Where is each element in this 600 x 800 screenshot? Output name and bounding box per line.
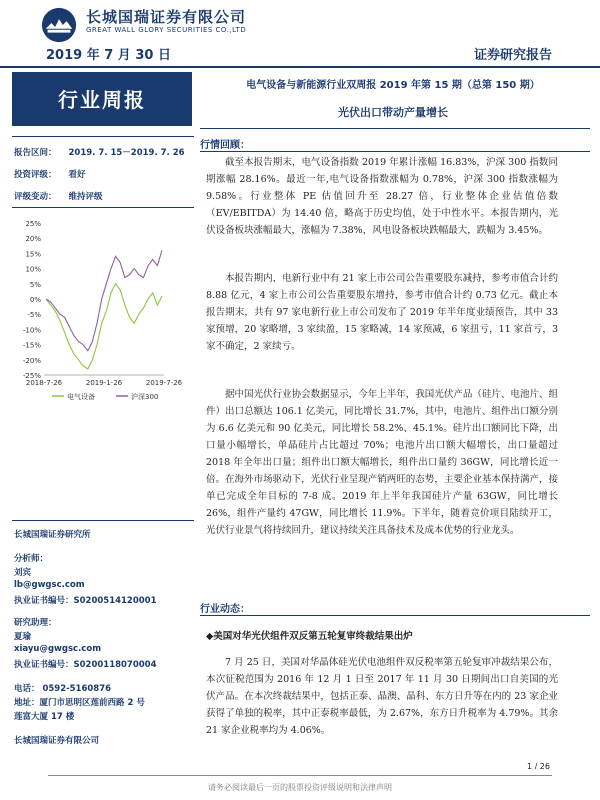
footer-divider <box>48 775 552 776</box>
rating-value: 看好 <box>68 170 86 180</box>
series-line-1 <box>46 284 162 369</box>
analyst-email: lb@gwgsc.com <box>14 580 85 590</box>
y-tick-label: 5% <box>29 280 41 289</box>
paragraph-market-review: 截至本报告期末，电气设备指数 2019 年累计涨幅 16.83%，沪深 300 指数同期涨幅 28.16%。最近一年,电气设备指数涨幅为 0.78%，沪深 300 指数涨幅为 9.58%。行业整体 PE 估值回升至 28.27 倍，行业整体企业估值倍数（EV/EBITDA）为 14.40 倍，略高于历史均值，处于中性水平。本报告期内，光伏设备板块涨幅最大，涨幅为 7.38%，风电设备板块跌幅最大，跌幅为 3.45%。 <box>206 157 558 236</box>
series-line-2 <box>46 250 162 350</box>
company-name-bottom: 长城国瑞证券有限公司 <box>14 736 100 746</box>
paragraph-news: 7 月 25 日，美国对华晶体硅光伏电池组件双反税率第五轮复审冲裁结果公布，本次征税范围为 2016 年 12 月 1 日至 2017 年 11 月 30 日期间出口自美国的光伏产品。在本次终裁结果中，包括正泰、晶澳、晶科、东方日升等在内的 23 家企业获得了单独的税率，其中正泰税率最低，为 2.67%，东方日升税率为 4.79%。其余 21 家企业税率均为 4.06%。 <box>206 657 558 736</box>
rating-change-label: 评级变动： <box>14 192 57 202</box>
x-tick-label: 2019-1-26 <box>85 379 123 387</box>
phone: 电话： 0592-5160876 <box>14 684 112 694</box>
y-tick-label: 25% <box>25 220 41 228</box>
rating-change-row <box>14 190 103 202</box>
y-tick-label: 0% <box>29 296 41 304</box>
rating-change-value: 维持评级 <box>68 192 103 202</box>
y-tick-label: 10% <box>25 265 41 274</box>
x-tick-label: 2018-7-26 <box>25 379 63 387</box>
report-period-row <box>14 146 185 158</box>
y-tick-label: -15% <box>22 341 41 350</box>
report-title: 光伏出口带动产量增长 <box>338 106 448 119</box>
index-performance-chart <box>14 215 198 415</box>
analyst-name: 刘宾 <box>14 568 32 578</box>
y-tick-label: -25% <box>22 372 41 380</box>
header-divider <box>0 66 600 68</box>
section-divider <box>200 151 590 152</box>
assistant-label: 研究助理： <box>14 618 57 628</box>
info-divider-bottom <box>12 207 194 208</box>
rating-label: 投资评级： <box>14 170 57 180</box>
y-tick-label: -20% <box>22 356 41 365</box>
news-headline: ◆美国对华光伏组件双反第五轮复审终裁结果出炉 <box>206 631 413 642</box>
y-tick-label: -10% <box>22 326 41 335</box>
company-name-en: GREAT WALL GLORY SECURITIES CO.,LTD <box>86 26 247 34</box>
y-tick-label: 15% <box>25 250 41 259</box>
paragraph-pv-exports: 据中国光伏行业协会数据显示，今年上半年，我国光伏产品（硅片、电池片、组件）出口总额达 106.1 亿美元，同比增长 31.7%，其中，电池片、组件出口额分别为 6.6 亿美元和 90 亿美元，同比增长 58.2%、45.1%。硅片出口额同比下降，出口量小幅增长，单晶硅片占比超过 70%；电池片出口额大幅增长，出口量超过 2018 年全年出口量；组件出口额大幅增长，组件出口量约 36GW，同比增长近一倍。在海外市场驱动下，光伏行业呈现产销两旺的态势，主要企业基本保持满产，接单已完成全年目标的 7-8 成。2019 年上半年我国硅片产量 63GW，同比增长 26%，组件产量约 47GW，同比增长 11.9%。下半年，随着竞价项目陆续开工，光伏行业景气将持续回升，建议持续关注具备技术及成本优势的行业龙头。 <box>206 389 558 536</box>
legend-label-2: 沪深300 <box>131 393 159 401</box>
report-type-title: 行业周报 <box>58 88 146 112</box>
report-period-value: 2019. 7. 15－2019. 7. 26 <box>68 148 185 158</box>
rating-row <box>14 168 86 180</box>
y-tick-label: 20% <box>25 235 41 244</box>
report-period-label: 报告区间： <box>14 148 57 158</box>
company-name-cn: 长城国瑞证券有限公司 <box>86 8 247 26</box>
legend-label-1: 电气设备 <box>67 393 95 401</box>
institute-name: 长城国瑞证券研究所 <box>14 530 91 540</box>
section-industry-news: 行业动态： <box>200 604 250 615</box>
report-date: 2019 年 7 月 30 日 <box>46 48 171 63</box>
assistant-name: 夏瑜 <box>14 632 32 642</box>
section-market-review: 行情回顾： <box>200 140 250 151</box>
address-line-2: 莲富大厦 17 楼 <box>14 712 75 722</box>
info-divider-top <box>12 136 194 137</box>
analyst-cert: 执业证书编号：S0200514120001 <box>14 596 157 606</box>
x-tick-label: 2019-7-26 <box>145 379 183 387</box>
title-divider <box>200 128 590 129</box>
report-subtitle: 电气设备与新能源行业双周报 2019 年第 15 期（总第 150 期） <box>246 80 540 91</box>
section-divider-2 <box>200 615 590 616</box>
paragraph-shareholders: 本报告期内，电新行业中有 21 家上市公司公告重要股东减持，参考市值合计约 8.88 亿元，4 家上市公司公告重要股东增持，参考市值合计约 0.73 亿元。截止本报告期末，共有 97 家电新行业上市公司发布了 2019 年半年度业绩预告，其中 33 家预增，20 家略增，3 家续盈，15 家略减，14 家预减，6 家扭亏，11 家首亏，3 家不确定，2 家续亏。 <box>206 273 558 352</box>
assistant-email: xiayu@gwgsc.com <box>14 644 102 654</box>
contacts-divider-top <box>12 520 194 521</box>
y-tick-label: -5% <box>27 311 41 320</box>
footer-disclaimer: 请务必阅读最后一页的股票投资评级说明和法律声明 <box>208 783 392 792</box>
page-number: 1 / 26 <box>526 762 550 771</box>
analyst-label: 分析师： <box>14 554 49 564</box>
document-type: 证券研究报告 <box>473 48 552 63</box>
company-logo-icon <box>40 6 78 44</box>
assistant-cert: 执业证书编号：S0200118070004 <box>14 660 157 670</box>
address-line-1: 地址：厦门市思明区莲前西路 2 号 <box>14 698 145 708</box>
